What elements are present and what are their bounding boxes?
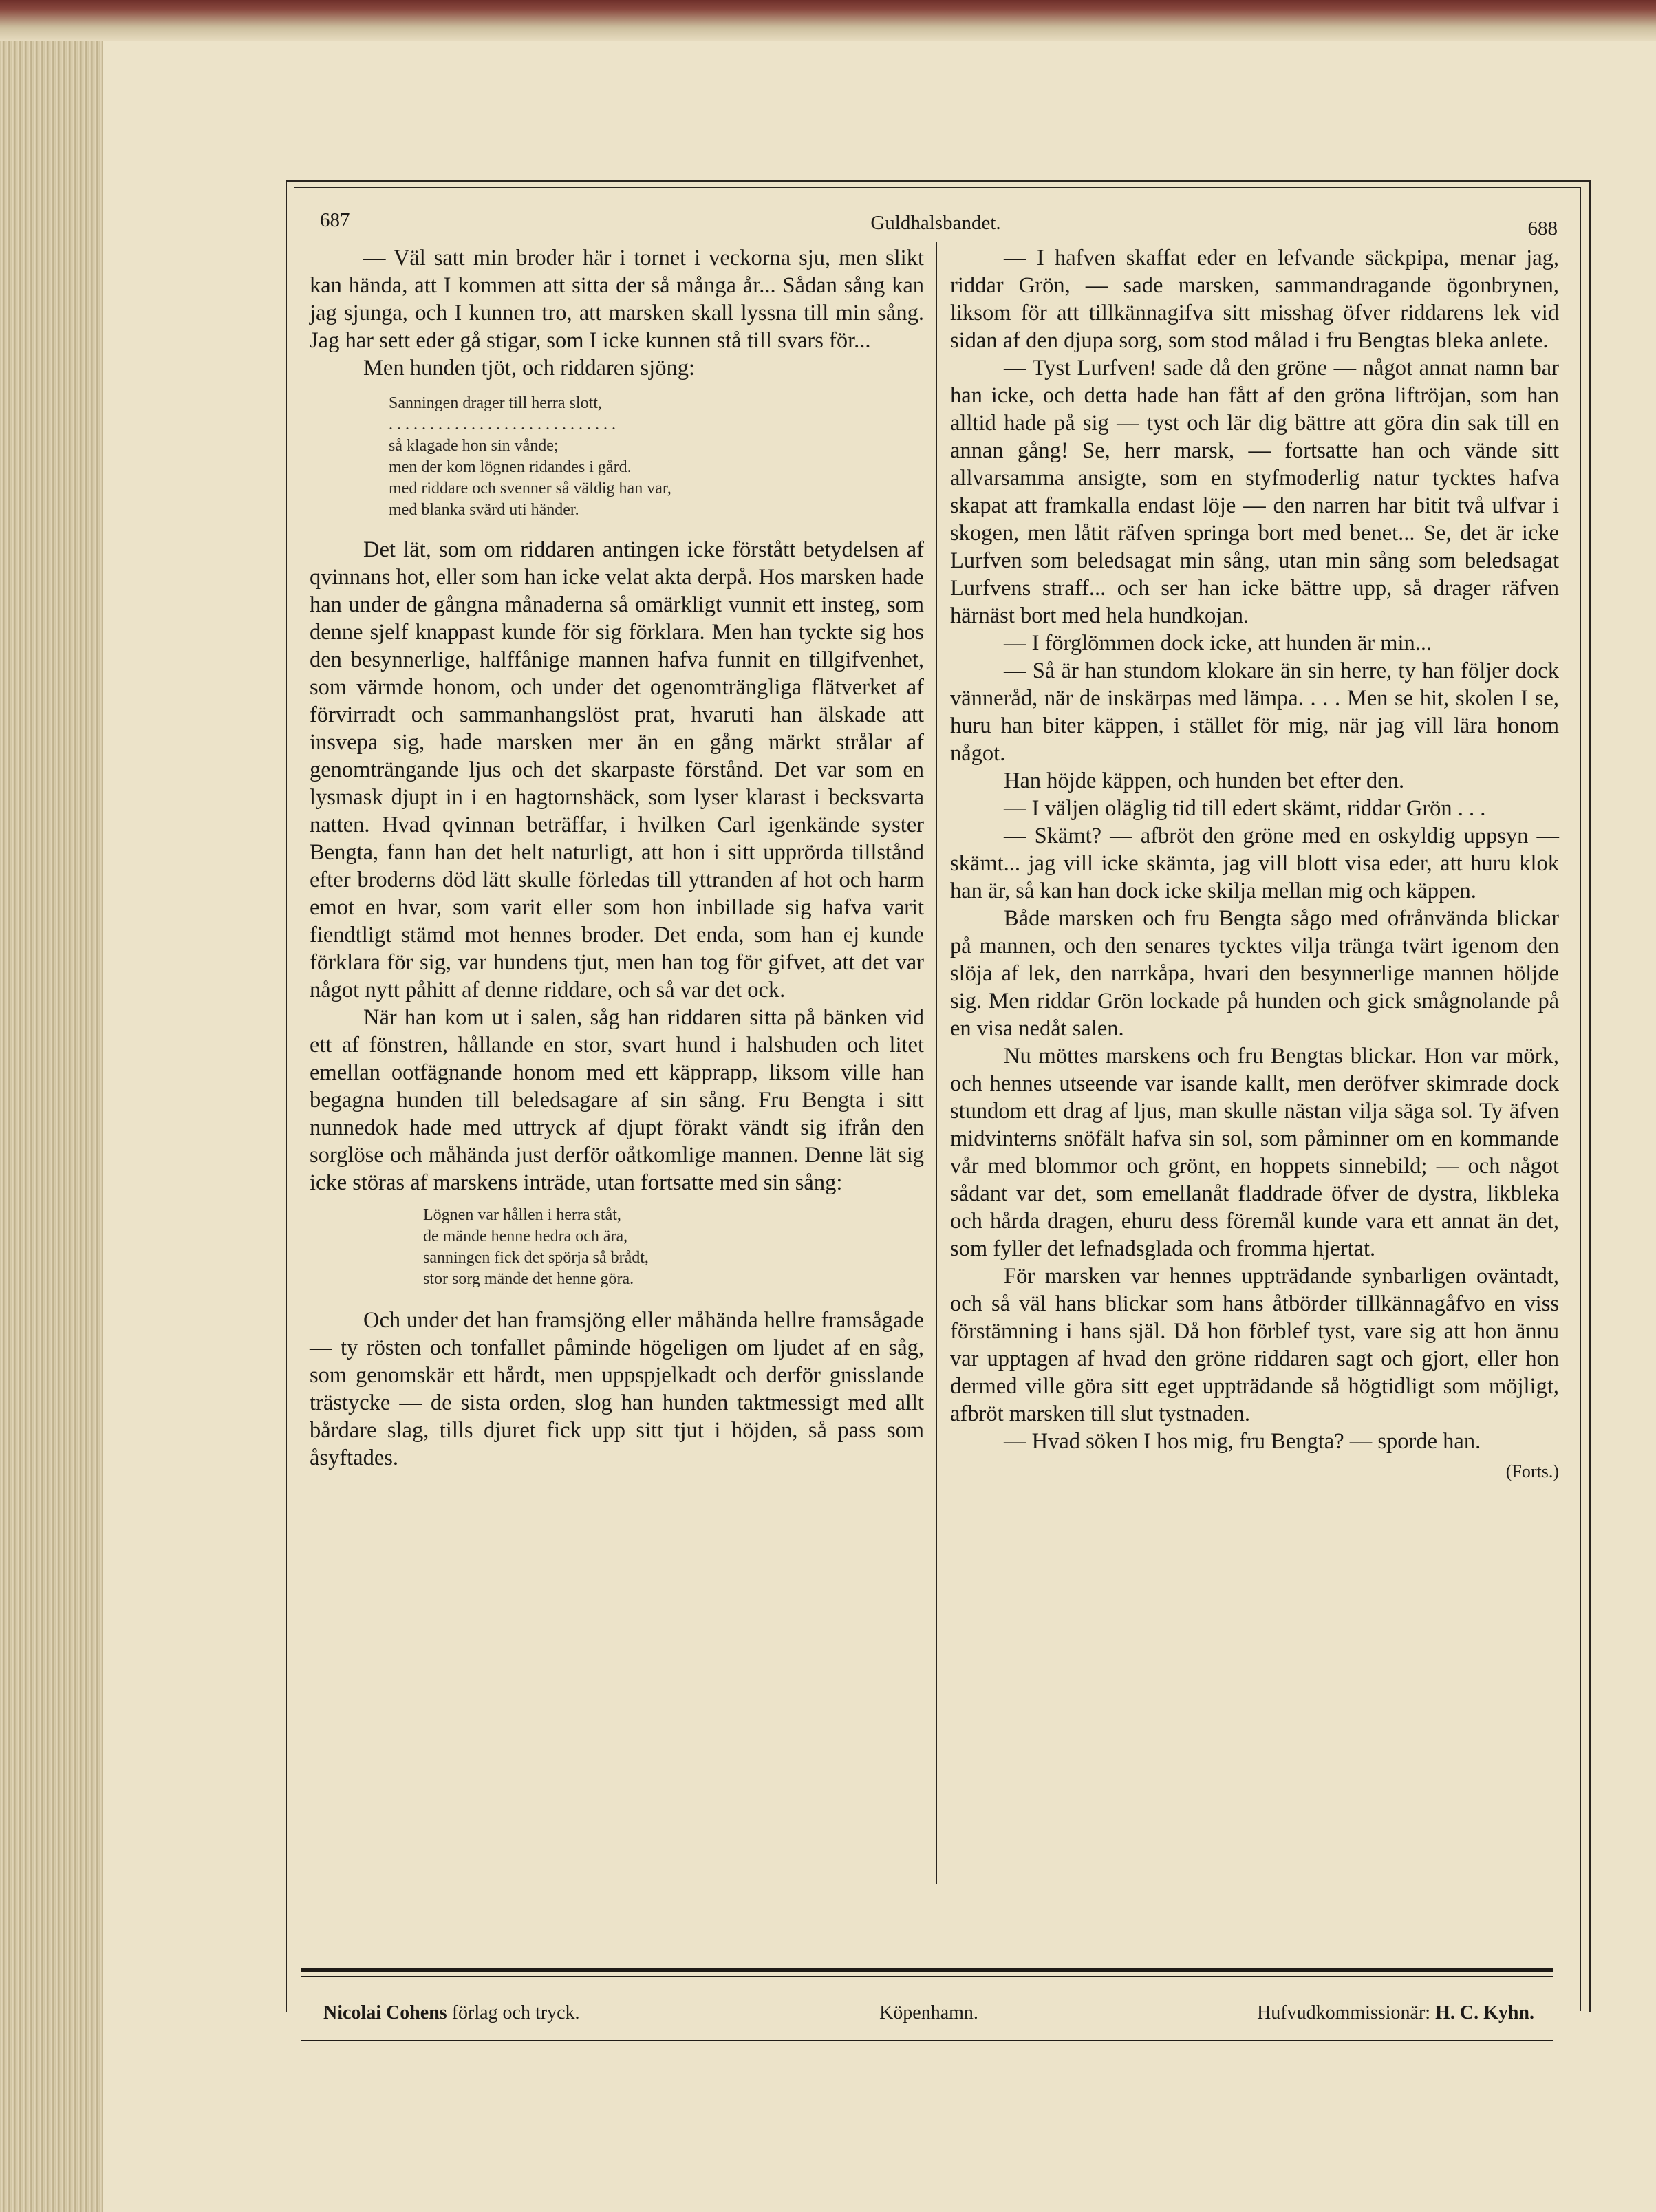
- paragraph: — I förglömmen dock icke, att hunden är min...: [1004, 631, 1432, 656]
- verse-line: sanningen fick det spörja så brådt,: [423, 1249, 649, 1267]
- paragraph: När han kom ut i salen, såg han riddaren sitta på bänken vid ett af fönstren, hållande en stor, svart hund i halshuden och litet emellan ootfägnande honom med ett käpprapp, liksom ville han begagna hunden till beledsagare af sin sång. Fru Bengta i sitt nunnedok hade med uttryck af djupt förakt vändt sig ifrån den sorglöse och måhända just derför oåtkomlige mannen. Denne lät sig icke störas af marskens inträde, utan fortsatte med sin sång:: [310, 1005, 924, 1195]
- paragraph: Och under det han framsjöng eller måhända hellre framsågade — ty rösten och tonfallet påminde högeligen om ljudet af en såg, som genomskär ett hårdt, men uppspjelkadt och derför gnisslande trästycke — de sista orden, slog han hunden taktmessigt med allt bårdare slag, tills djuret fick upp sitt tjut i höjden, så pass som åsyftades.: [310, 1308, 924, 1470]
- verse-line: så klagade hon sin vånde;: [389, 437, 559, 455]
- publisher-name: Nicolai Cohens: [323, 2002, 447, 2023]
- verse-line: de mände henne hedra och ära,: [423, 1227, 628, 1245]
- commission: [1257, 2002, 1534, 2024]
- paragraph: Nu möttes marskens och fru Bengtas blickar. Hon var mörk, och hennes utseende var isande kallt, men deröfver skimrade dock stundom ett drag af ljus, man skulle nästan vilja säga sol. Ty äfven midvinterns snöfält hafva sin sol, som påminner om en kommande vår med blommor och grönt, en hoppets sinnebild; — och något sådant var det, som emellanåt fladdrade öfver de dystra, likbleka och hårda dragen, ehuru dess föremål kunde vara ett annat än det, som fyller det lefnadsglada och fromma hjertat.: [950, 1044, 1559, 1261]
- last-paragraph-text: — Hvad söken I hos mig, fru Bengta? — sporde han.: [1004, 1429, 1481, 1454]
- page-number-left: 687: [320, 209, 350, 231]
- paragraph: För marsken var hennes uppträdande synbarligen oväntadt, och så väl hans blickar som hans åtbörder tillkännagåfvo en viss förstämning i hans själ. Då hon förblef tyst, vare sig att hon ännu var upptagen af hvad den gröne riddaren sagt och gjort, eller hon dermed ville göra sitt eget uppträdande så högtidligt som möjligt, afbröt marsken till slut tystnaden.: [950, 1264, 1559, 1426]
- commission-label: Hufvudkommissionär:: [1257, 2002, 1436, 2023]
- book-top-edge: [0, 0, 1656, 41]
- left-column: [310, 244, 924, 1472]
- column-divider: [936, 242, 937, 1884]
- page-footer: [323, 2002, 1534, 2032]
- verse-line: stor sorg mände det henne göra.: [423, 1270, 634, 1288]
- verse-line: med riddare och svenner så väldig han var,: [389, 480, 671, 497]
- verse-line: men der kom lögnen ridandes i gård.: [389, 458, 632, 476]
- publisher-rest: förlag och tryck.: [447, 2002, 580, 2023]
- footer-rule-thin: [301, 1976, 1553, 1977]
- paragraph: — I väljen oläglig tid till edert skämt, riddar Grön . . .: [1004, 796, 1486, 821]
- paragraph: Han höjde käppen, och hunden bet efter den.: [1004, 769, 1405, 793]
- verse-line: Sanningen drager till herra slott,: [389, 394, 602, 412]
- right-column: [950, 244, 1559, 1485]
- verse-line: med blanka svärd uti händer.: [389, 501, 579, 519]
- paragraph: — Tyst Lurfven! sade då den gröne — något annat namn bar han icke, och detta hade han fått af den gröna liftröjan, som han alltid hade på sig — tyst och lär dig bättre att göra din sak till en annan gång! Se, herr marsk, — fortsatte han och vände sitt allvarsamma ansigte, som en styfmoderlig natur tycktes hafva skapat att framkalla endast löje — den narren har bitit två ulfvar i skogen, men låtit räfven springa bort med benet... Se, det är icke Lurfven som beledsagat min sång, utan min sång som beledsagat Lurfvens straff... och ser han icke bättre upp, så drager räfven härnäst bort med hela hundkojan.: [950, 356, 1559, 628]
- commission-name: H. C. Kyhn.: [1435, 2002, 1534, 2023]
- verse-line: . . . . . . . . . . . . . . . . . . . . . . . . . . . .: [389, 416, 616, 433]
- page-header: [310, 204, 1562, 238]
- paragraph: Men hunden tjöt, och riddaren sjöng:: [363, 356, 695, 380]
- running-title: Guldhalsbandet.: [870, 212, 1001, 234]
- paragraph: — I hafven skaffat eder en lefvande säckpipa, menar jag, riddar Grön, — sade marsken, sammandragande ögonbrynen, liksom för att tillkännagifva sitt misshag öfver riddarens lek vid sidan af den djupa sorg, som stod målad i fru Bengtas bleka anlete.: [950, 246, 1559, 353]
- paragraph: Det lät, som om riddaren antingen icke förstått betydelsen af qvinnans hot, eller som han icke velat akta derpå. Hos marsken hade han under de gångna månaderna så omärkligt vunnit ett insteg, som denne sjelf knappast kunde för sig förklara. Men han tyckte sig hos den besynnerlige, halffånige mannen hafva funnit en tillgifvenhet, som värmde honom, och under det ogenomträngliga flätverket af förvirradt och sammanhangslöst prat, hvaruti han älskade att insvepa sig, hade marsken mer än en gång märkt strålar af genomträngande ljus och det skarpaste förstånd. Det var som en lysmask djupt in i en hagtornshäck, som lyser klarast i becksvarta natten. Hvad qvinnan beträffar, i hvilken Carl igenkände syster Bengta, fann han det helt naturligt, att hon i sitt upprörda tillstånd efter broderns död lätt skulle förledas till yttranden af hot och harm emot en hvar, som varit eller som hon inbillade sig hafva varit fiendtligt stämd mot hennes broder. Det enda, som han ej kunde förklara för sig, var hundens tjut, men han tog för gifvet, att det var något nytt påhitt af denne riddare, och så var det ock.: [310, 537, 924, 1002]
- paragraph: Både marsken och fru Bengta sågo med ofrånvända blickar på mannen, och den senares tycktes vilja tränga tvärt igenom den slöja af lek, den narrkåpa, hvari den besynnerlige mannen höljde sig. Men riddar Grön lockade på hunden och gick smågnolande på en visa nedåt salen.: [950, 906, 1559, 1041]
- paragraph: — Så är han stundom klokare än sin herre, ty han följer dock vänneråd, när de inskärpas med lämpa. . . . Men se hit, skolen I se, huru han biter käppen, i stället för mig, när jag vill lära honom något.: [950, 658, 1559, 766]
- city: Köpenhamn.: [879, 2002, 978, 2023]
- book-edge: [0, 0, 103, 2212]
- page-number-right: 688: [1527, 217, 1558, 239]
- continued-note: (Forts.): [1505, 1461, 1559, 1481]
- verse-line: Lögnen var hållen i herra ståt,: [423, 1206, 621, 1224]
- last-paragraph: [950, 1428, 1559, 1481]
- paragraph: — Skämt? — afbröt den gröne med en oskyldig uppsyn — skämt... jag vill icke skämta, jag vill blott visa eder, att huru klok han är, så kan han dock icke skilja mellan mig och käppen.: [950, 824, 1559, 903]
- verse-block: [423, 1205, 924, 1290]
- paragraph: — Väl satt min broder här i tornet i veckorna sju, men slikt kan hända, att I kommen att sitta der så många år... Sådan sång kan jag sjunga, och I kunnen tro, att marsken skall lyssna till min sång. Jag har sett eder gå stigar, som I icke kunnen stå till svars för...: [310, 246, 924, 353]
- footer-rule-thick: [301, 1968, 1553, 1972]
- footer-rule-bottom: [301, 2040, 1553, 2041]
- verse-block: [389, 393, 924, 521]
